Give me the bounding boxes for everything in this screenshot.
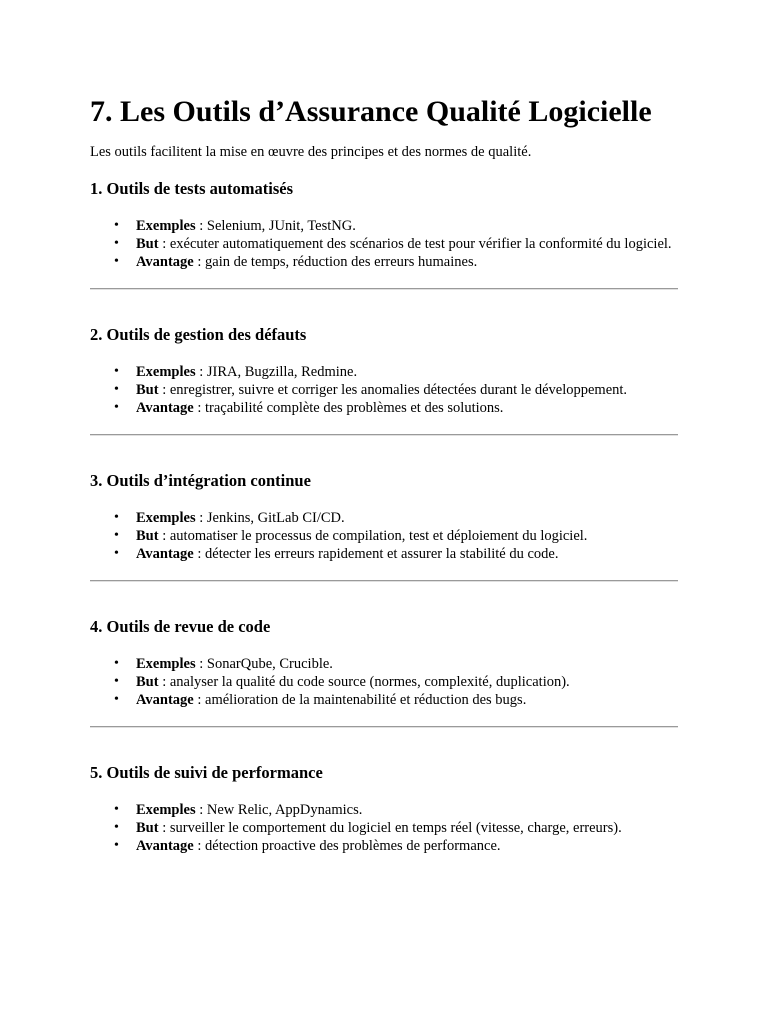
item-label: Avantage	[136, 400, 194, 416]
item-text: : New Relic, AppDynamics.	[195, 802, 363, 818]
section-list	[90, 217, 678, 271]
item-label: Exemples	[136, 656, 196, 672]
bullet-icon: •	[114, 382, 119, 397]
item-text: : traçabilité complète des problèmes et des solutions.	[193, 400, 504, 416]
section-title: 3. Outils d’intégration continue	[90, 471, 311, 490]
item-text: : exécuter automatiquement des scénarios de test pour vérifier la conformité du logiciel.	[158, 236, 672, 252]
section-list	[90, 363, 678, 417]
item-text: : JIRA, Bugzilla, Redmine.	[195, 364, 358, 380]
item-label: Exemples	[136, 510, 196, 526]
item-text: : Jenkins, GitLab CI/CD.	[195, 510, 345, 526]
item-text: : surveiller le comportement du logiciel en temps réel (vitesse, charge, erreurs).	[158, 820, 622, 836]
list-item-but	[114, 235, 678, 253]
item-text: : analyser la qualité du code source (normes, complexité, duplication).	[158, 674, 570, 690]
list-item-but	[114, 819, 678, 837]
item-label: Exemples	[136, 218, 196, 234]
section-divider	[90, 434, 678, 436]
item-label: Exemples	[136, 802, 196, 818]
section-title: 5. Outils de suivi de performance	[90, 763, 323, 782]
section-revue-code	[90, 616, 678, 728]
item-label: But	[136, 382, 159, 398]
list-item-but	[114, 673, 678, 691]
list-item-but	[114, 527, 678, 545]
list-item-avantage	[114, 837, 678, 855]
list-item-avantage	[114, 691, 678, 709]
section-divider	[90, 580, 678, 582]
item-label: But	[136, 528, 159, 544]
list-item-exemples	[114, 509, 678, 527]
item-text: : SonarQube, Crucible.	[195, 656, 333, 672]
list-item-avantage	[114, 545, 678, 563]
bullet-icon: •	[114, 802, 119, 817]
page-title: 7. Les Outils d’Assurance Qualité Logicielle	[90, 95, 652, 128]
section-gestion-defauts	[90, 324, 678, 436]
bullet-icon: •	[114, 510, 119, 525]
item-label: But	[136, 674, 159, 690]
item-label: But	[136, 236, 159, 252]
item-text: : amélioration de la maintenabilité et réduction des bugs.	[193, 692, 527, 708]
section-list	[90, 801, 678, 855]
list-item-exemples	[114, 801, 678, 819]
item-text: : gain de temps, réduction des erreurs humaines.	[193, 254, 478, 270]
bullet-icon: •	[114, 254, 119, 269]
item-label: Avantage	[136, 546, 194, 562]
bullet-icon: •	[114, 820, 119, 835]
item-label: Avantage	[136, 254, 194, 270]
list-item-but	[114, 381, 678, 399]
bullet-icon: •	[114, 218, 119, 233]
item-label: But	[136, 820, 159, 836]
section-title: 4. Outils de revue de code	[90, 617, 271, 636]
item-text: : enregistrer, suivre et corriger les anomalies détectées durant le développement.	[158, 382, 628, 398]
item-label: Avantage	[136, 838, 194, 854]
bullet-icon: •	[114, 236, 119, 251]
section-list	[90, 509, 678, 563]
list-item-exemples	[114, 217, 678, 235]
section-list	[90, 655, 678, 709]
section-title: 1. Outils de tests automatisés	[90, 179, 294, 198]
section-divider	[90, 288, 678, 290]
item-label: Exemples	[136, 364, 196, 380]
item-label: Avantage	[136, 692, 194, 708]
bullet-icon: •	[114, 528, 119, 543]
bullet-icon: •	[114, 674, 119, 689]
item-text: : détection proactive des problèmes de performance.	[193, 838, 501, 854]
intro-paragraph: Les outils facilitent la mise en œuvre des principes et des normes de qualité.	[90, 144, 532, 160]
bullet-icon: •	[114, 692, 119, 707]
bullet-icon: •	[114, 546, 119, 561]
section-suivi-performance	[90, 762, 678, 855]
list-item-avantage	[114, 253, 678, 271]
item-text: : automatiser le processus de compilation, test et déploiement du logiciel.	[158, 528, 588, 544]
item-text: : détecter les erreurs rapidement et assurer la stabilité du code.	[193, 546, 559, 562]
section-divider	[90, 726, 678, 728]
list-item-avantage	[114, 399, 678, 417]
section-tests-automatises	[90, 178, 678, 290]
section-integration-continue	[90, 470, 678, 582]
list-item-exemples	[114, 363, 678, 381]
bullet-icon: •	[114, 838, 119, 853]
item-text: : Selenium, JUnit, TestNG.	[195, 218, 356, 234]
bullet-icon: •	[114, 656, 119, 671]
bullet-icon: •	[114, 364, 119, 379]
bullet-icon: •	[114, 400, 119, 415]
list-item-exemples	[114, 655, 678, 673]
section-title: 2. Outils de gestion des défauts	[90, 325, 307, 344]
